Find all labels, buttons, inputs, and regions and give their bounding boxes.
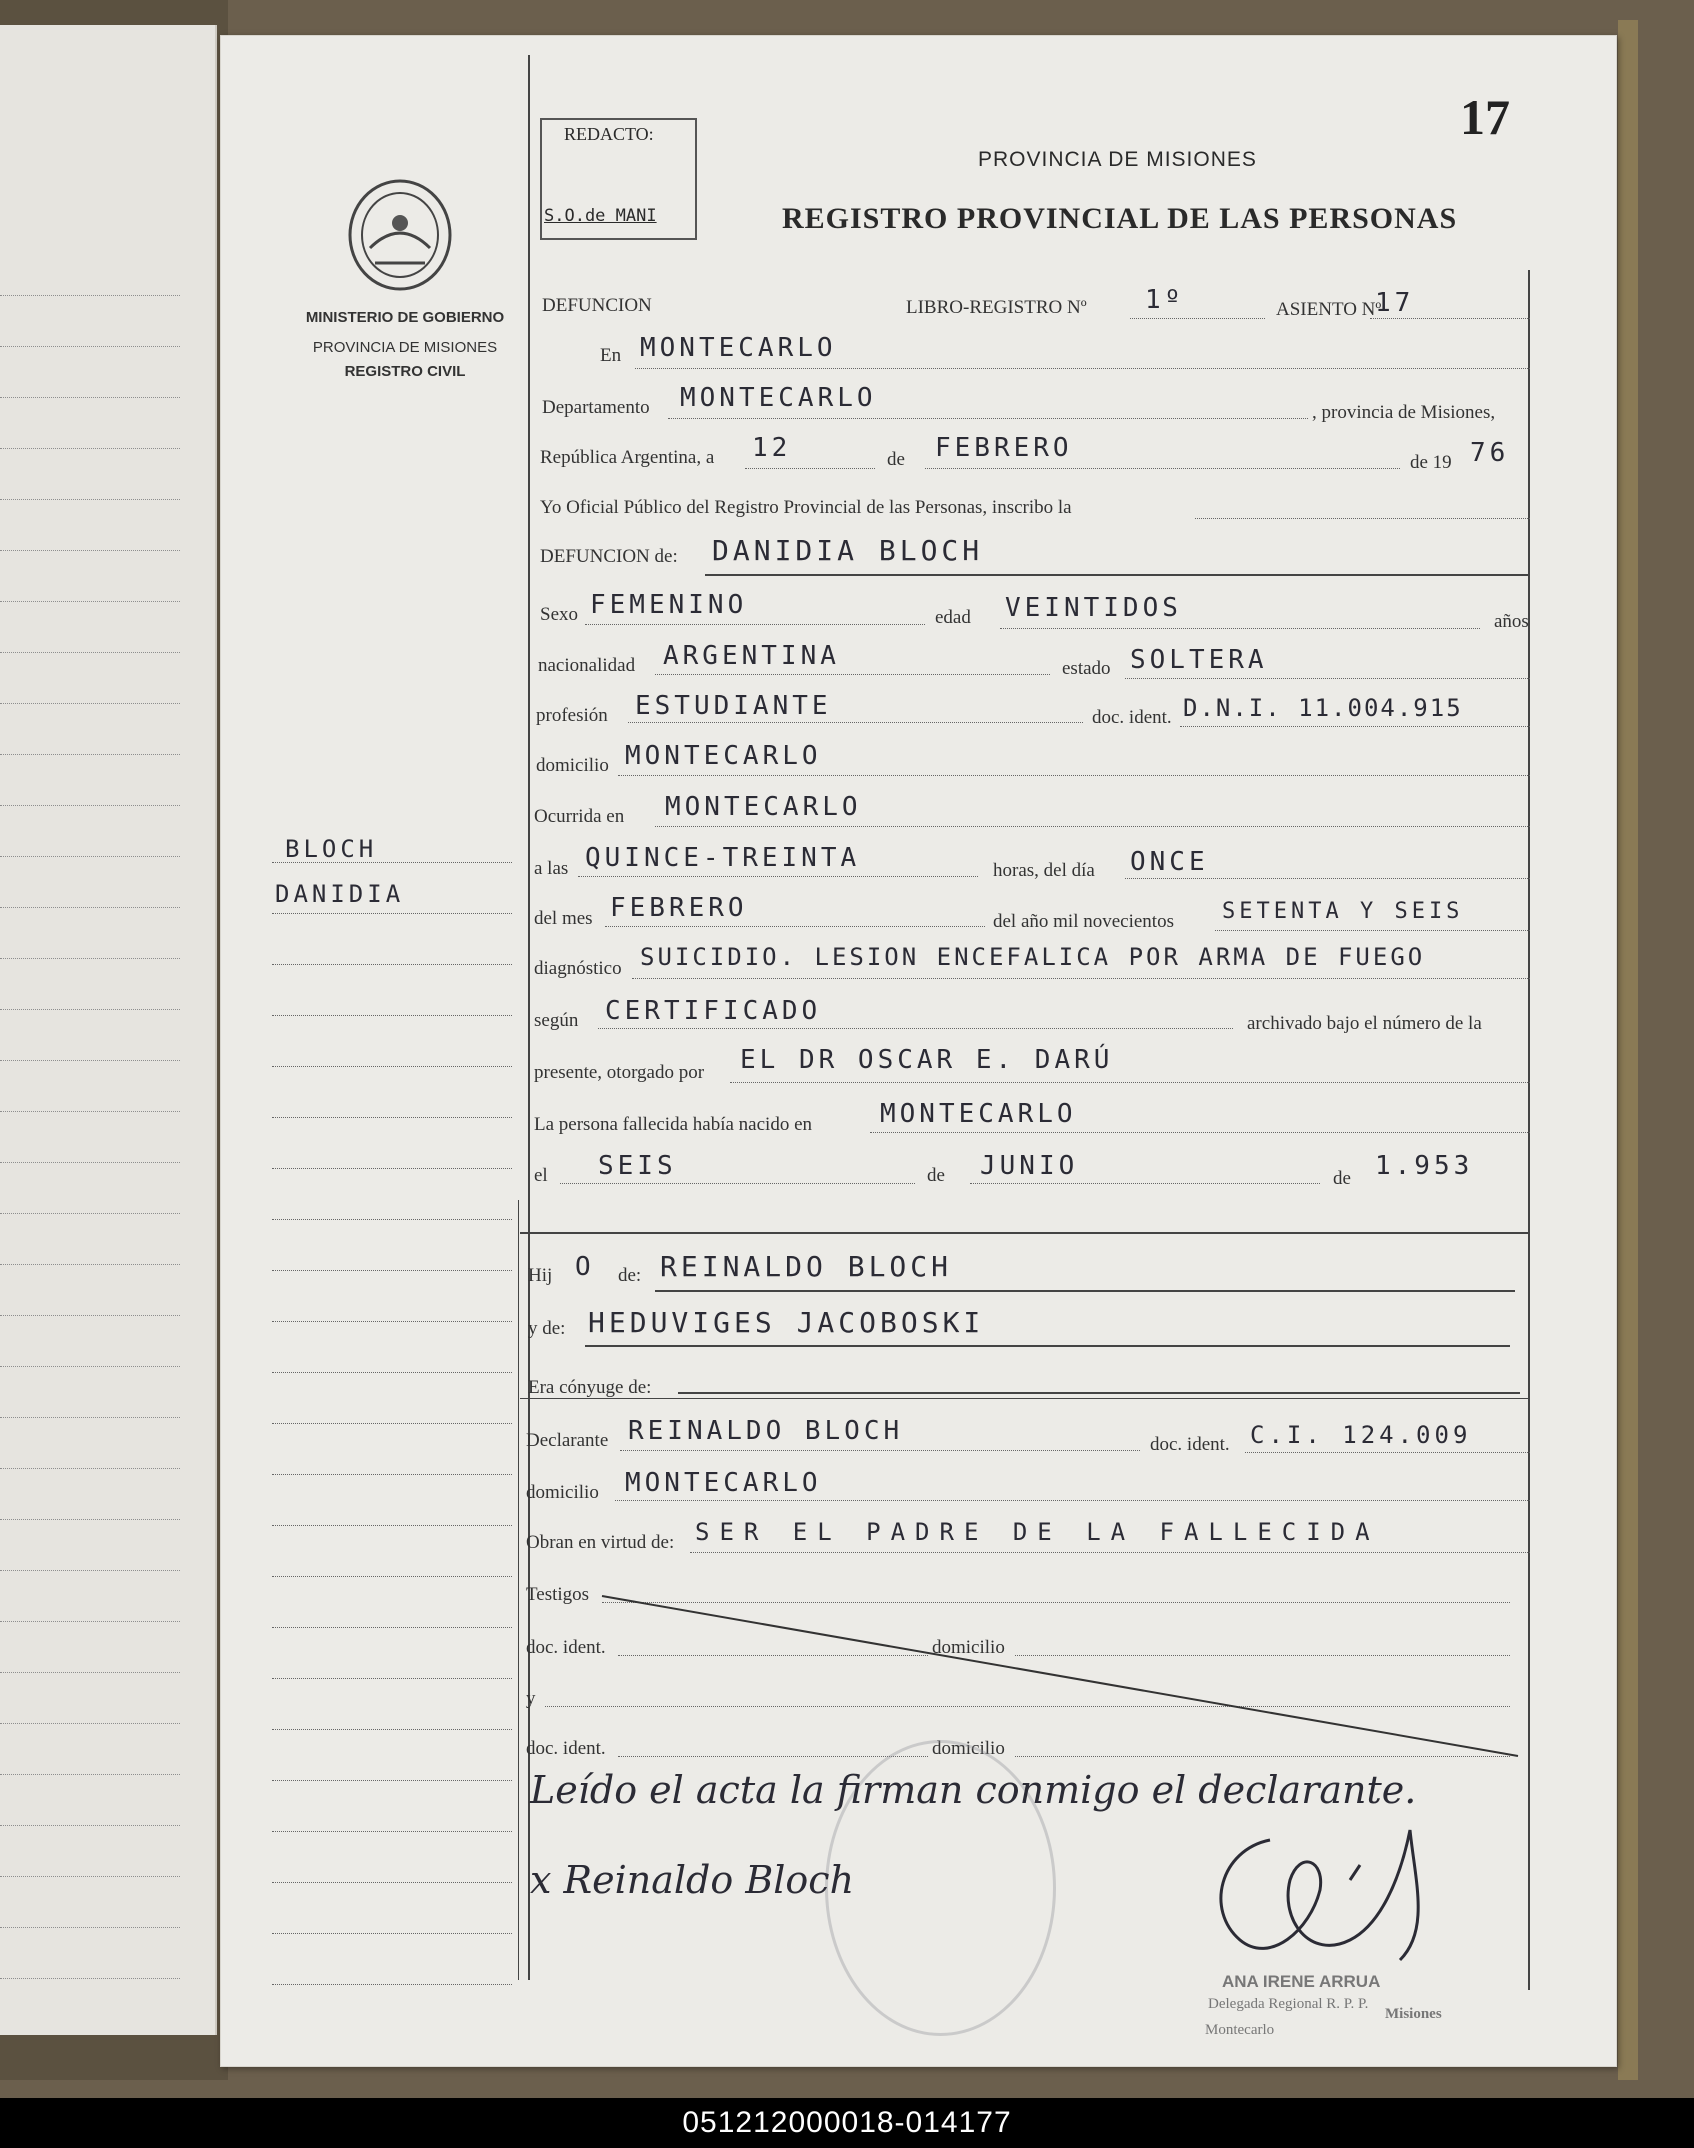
redacto-label: REDACTO:	[564, 124, 654, 144]
facing-page-rule	[0, 1570, 180, 1571]
facing-page-rule	[0, 754, 180, 755]
segun-value: CERTIFICADO	[605, 996, 822, 1026]
defuncion-title: DEFUNCION	[542, 295, 652, 316]
facing-page-rule	[0, 856, 180, 857]
facing-page-rule	[0, 346, 180, 347]
footer-bar	[0, 2098, 1694, 2148]
margin-rule-line	[272, 1372, 512, 1373]
ministry-line1: MINISTERIO DE GOBIERNO	[305, 309, 505, 326]
official-signature	[1200, 1820, 1450, 1980]
crest-emblem	[345, 178, 455, 293]
margin-rule-line	[272, 1780, 512, 1781]
profesion-value: ESTUDIANTE	[635, 691, 832, 721]
official-name: ANA IRENE ARRUA	[1222, 1972, 1381, 1991]
hij-de-label: de:	[618, 1265, 642, 1286]
section-divider	[520, 1232, 1530, 1234]
yde-value: HEDUVIGES JACOBOSKI	[588, 1306, 985, 1339]
nacido-label: La persona fallecida había nacido en	[534, 1114, 812, 1135]
de2-label: de	[927, 1165, 945, 1186]
nacido-value: MONTECARLO	[880, 1099, 1077, 1129]
ministry-line3: REGISTRO CIVIL	[344, 363, 466, 380]
doc-label: doc. ident.	[1092, 707, 1172, 728]
presente-label: presente, otorgado por	[534, 1062, 705, 1083]
domicilio4-label: domicilio	[932, 1738, 1005, 1759]
domicilio3-label: domicilio	[932, 1637, 1005, 1658]
official-place-1: Montecarlo	[1205, 2022, 1275, 2038]
margin-rule-line	[272, 1525, 512, 1526]
margin-rule-line	[272, 1984, 512, 1985]
domicilio2-value: MONTECARLO	[625, 1468, 822, 1498]
margin-rule-line	[272, 1729, 512, 1730]
horas-label: horas, del día	[993, 860, 1095, 881]
archivado-label: archivado bajo el número de la	[1247, 1013, 1482, 1034]
facing-page-rule	[0, 448, 180, 449]
obran-value: SER EL PADRE DE LA FALLECIDA	[695, 1518, 1380, 1546]
facing-page	[0, 25, 217, 2035]
margin-rule-line	[272, 862, 512, 863]
delmes-value: FEBRERO	[610, 893, 748, 923]
facing-page-rule	[0, 601, 180, 602]
departamento-label: Departamento	[542, 397, 650, 418]
diagnostico-value: SUICIDIO. LESION ENCEFALICA POR ARMA DE FUEGO	[640, 943, 1426, 971]
delanio-value: SETENTA Y SEIS	[1222, 899, 1464, 924]
delanio-label: del año mil novecientos	[993, 911, 1174, 932]
margin-rule-line	[272, 913, 512, 914]
redacto-value: S.O.de MANI	[544, 206, 657, 226]
facing-page-rule	[0, 1825, 180, 1826]
alas-label: a las	[534, 858, 569, 879]
margin-rule-line	[272, 1831, 512, 1832]
hij-label: Hij	[528, 1265, 553, 1286]
facing-page-rule	[0, 1009, 180, 1010]
doc2-label: doc. ident.	[1150, 1434, 1230, 1455]
page-number: 17	[1460, 89, 1510, 145]
ocurrida-value: MONTECARLO	[665, 792, 862, 822]
alas-value: QUINCE-TREINTA	[585, 843, 861, 873]
en-value: MONTECARLO	[640, 333, 837, 363]
margin-rule-line	[272, 1423, 512, 1424]
margin-rule-line	[272, 1219, 512, 1220]
conyuge-label: Era cónyuge de:	[528, 1377, 652, 1398]
diagnostico-label: diagnóstico	[534, 958, 622, 979]
profesion-label: profesión	[536, 705, 608, 726]
margin-rule-line	[272, 1270, 512, 1271]
province-heading: PROVINCIA DE MISIONES	[978, 148, 1257, 171]
horas-value: ONCE	[1130, 847, 1209, 877]
margin-rule-line	[272, 1168, 512, 1169]
provincia-label: , provincia de Misiones,	[1312, 402, 1496, 423]
de-label: de	[887, 449, 905, 470]
doc3-label: doc. ident.	[526, 1637, 606, 1658]
obran-label: Obran en virtud de:	[526, 1532, 675, 1553]
edad-value: VEINTIDOS	[1005, 593, 1182, 623]
domicilio-value: MONTECARLO	[625, 741, 822, 771]
facing-page-rule	[0, 1315, 180, 1316]
facing-page-rule	[0, 1264, 180, 1265]
yde-label: y de:	[528, 1318, 566, 1339]
y-label: y	[526, 1688, 536, 1709]
facing-page-rule	[0, 1927, 180, 1928]
declarante-label: Declarante	[526, 1430, 609, 1451]
republica-label: República Argentina, a	[540, 447, 715, 468]
mes2-value: JUNIO	[980, 1151, 1079, 1181]
facing-page-rule	[0, 1417, 180, 1418]
margin-rule-line	[272, 1117, 512, 1118]
margin-rule-line	[272, 1627, 512, 1628]
redacto-box	[540, 118, 697, 240]
de19-label: de 19	[1410, 452, 1452, 473]
doc4-label: doc. ident.	[526, 1738, 606, 1759]
footer-id: 051212000018-014177	[682, 2106, 1012, 2139]
estado-label: estado	[1062, 658, 1111, 679]
doc2-value: C.I. 124.009	[1250, 1421, 1472, 1449]
sexo-label: Sexo	[540, 604, 578, 625]
anio2-value: 1.953	[1375, 1151, 1474, 1181]
margin-rule-line	[272, 1933, 512, 1934]
facing-page-rule	[0, 1774, 180, 1775]
anos-label: años	[1494, 611, 1529, 632]
estado-value: SOLTERA	[1130, 645, 1268, 675]
dia-value: 12	[752, 433, 792, 463]
facing-page-rule	[0, 1366, 180, 1367]
facing-page-rule	[0, 1162, 180, 1163]
libro-label: LIBRO-REGISTRO Nº	[906, 297, 1087, 318]
margin-rule-line	[272, 1576, 512, 1577]
facing-page-rule	[0, 1111, 180, 1112]
registry-heading: REGISTRO PROVINCIAL DE LAS PERSONAS	[782, 202, 1458, 235]
margin-rule-line	[272, 1015, 512, 1016]
void-strike-line	[600, 1590, 1520, 1760]
facing-page-rule	[0, 499, 180, 500]
declarant-signature: x Reinaldo Bloch	[530, 1858, 855, 1902]
margin-rule-line	[272, 1474, 512, 1475]
facing-page-rule	[0, 907, 180, 908]
de3-label: de	[1333, 1168, 1351, 1189]
facing-page-rule	[0, 703, 180, 704]
official-place-2: Misiones	[1385, 2006, 1442, 2022]
facing-page-rule	[0, 1519, 180, 1520]
facing-page-rule	[0, 958, 180, 959]
presente-value: EL DR OSCAR E. DARÚ	[740, 1045, 1114, 1075]
sexo-value: FEMENINO	[590, 590, 748, 620]
facing-page-rule	[0, 1723, 180, 1724]
el-value: SEIS	[598, 1151, 677, 1181]
el-label: el	[534, 1165, 548, 1186]
departamento-value: MONTECARLO	[680, 383, 877, 413]
hij-value: REINALDO BLOCH	[660, 1250, 953, 1283]
closing-statement: Leído el acta la firman conmigo el declarante.	[530, 1768, 1417, 1812]
margin-rule-line	[272, 1321, 512, 1322]
facing-page-rule	[0, 1672, 180, 1673]
facing-page-rule	[0, 1060, 180, 1061]
facing-page-rule	[0, 805, 180, 806]
facing-page-rule	[0, 1978, 180, 1979]
nacionalidad-value: ARGENTINA	[663, 641, 840, 671]
edad-label: edad	[935, 607, 971, 628]
delmes-label: del mes	[534, 908, 593, 929]
testigos-label: Testigos	[526, 1584, 590, 1605]
margin-rule-line	[272, 1066, 512, 1067]
libro-value: 1º	[1145, 285, 1185, 315]
form-right-border	[1528, 270, 1530, 1990]
facing-page-rule	[0, 1468, 180, 1469]
en-label: En	[600, 345, 622, 366]
mes-value: FEBRERO	[935, 433, 1073, 463]
declarante-value: REINALDO BLOCH	[628, 1416, 904, 1446]
defuncion-de-label: DEFUNCION de:	[540, 546, 678, 567]
domicilio-label: domicilio	[536, 755, 609, 776]
asiento-label: ASIENTO Nº	[1276, 299, 1382, 320]
nacionalidad-label: nacionalidad	[538, 655, 636, 676]
margin-rule-line	[272, 1882, 512, 1883]
domicilio2-label: domicilio	[526, 1482, 599, 1503]
facing-page-rule	[0, 652, 180, 653]
oficial-text: Yo Oficial Público del Registro Provincial de las Personas, inscribo la	[540, 497, 1072, 518]
facing-page-rule	[0, 1213, 180, 1214]
asiento-value: 17	[1375, 288, 1415, 318]
defuncion-de-value: DANIDIA BLOCH	[712, 534, 984, 567]
facing-page-rule	[0, 397, 180, 398]
segun-label: según	[534, 1010, 579, 1031]
facing-page-rule	[0, 550, 180, 551]
section-divider-2	[520, 1398, 1530, 1399]
margin-rule-inner	[518, 1200, 519, 1980]
ministry-line2: PROVINCIA DE MISIONES	[312, 339, 498, 356]
facing-page-rule	[0, 1621, 180, 1622]
official-title: Delegada Regional R. P. P.	[1208, 1996, 1369, 2012]
hij-suffix: O	[575, 1252, 595, 1282]
book-cover-edge	[1618, 20, 1638, 2080]
doc-value: D.N.I. 11.004.915	[1183, 694, 1463, 722]
margin-rule-line	[272, 964, 512, 965]
margin-given-name: DANIDIA	[275, 880, 405, 908]
margin-rule-line	[272, 1678, 512, 1679]
margin-surname: BLOCH	[285, 835, 378, 863]
facing-page-rule	[0, 295, 180, 296]
anio-value: 76	[1470, 438, 1510, 468]
ocurrida-label: Ocurrida en	[534, 806, 625, 827]
facing-page-rule	[0, 1876, 180, 1877]
